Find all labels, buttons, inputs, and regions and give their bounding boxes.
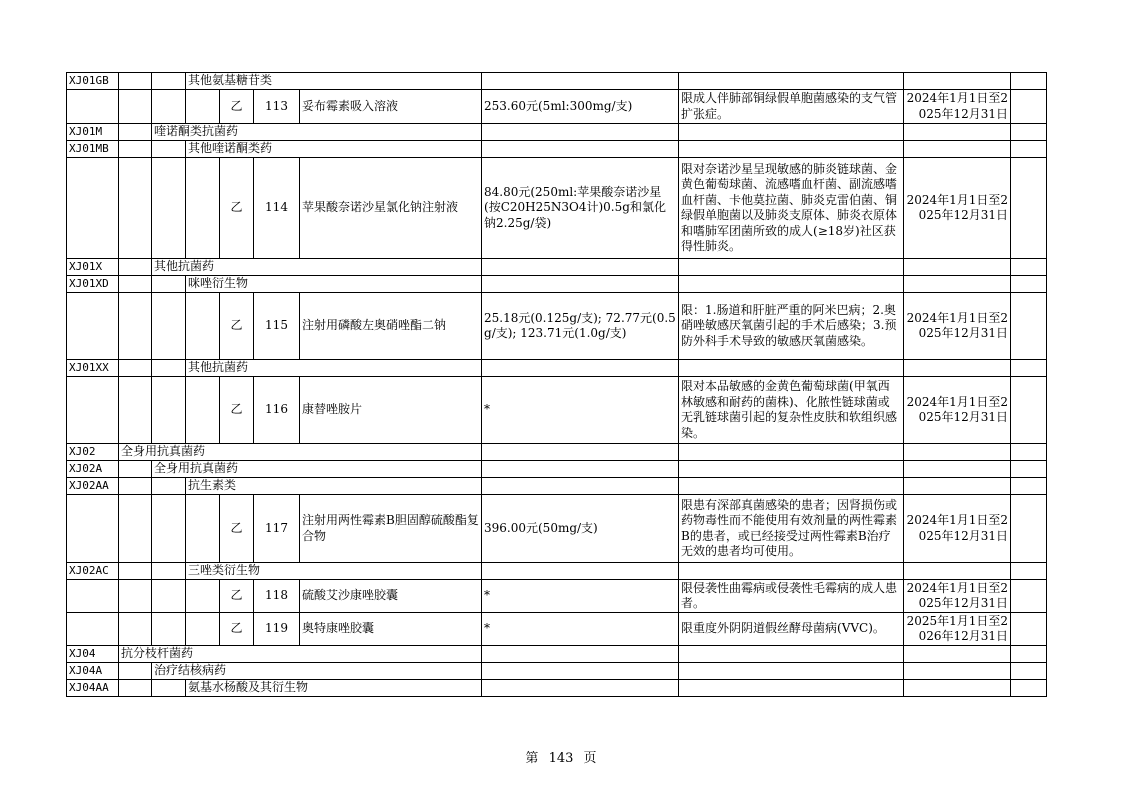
category-name: 三唑类衍生物 [186, 563, 482, 580]
price-cell [482, 478, 679, 495]
drug-class: 乙 [220, 90, 254, 124]
limit-cell [679, 124, 904, 141]
limit-cell [679, 360, 904, 377]
category-code: XJ01MB [67, 141, 119, 158]
category-name: 其他抗菌药 [186, 360, 482, 377]
empty-cell [152, 90, 186, 124]
category-row [67, 680, 1047, 697]
category-code: XJ01XD [67, 276, 119, 293]
empty-cell [119, 259, 152, 276]
category-row [67, 444, 1047, 461]
drug-row [67, 377, 1047, 444]
empty-cell [186, 158, 220, 259]
limit-cell [679, 478, 904, 495]
remark-cell [1011, 293, 1047, 360]
drug-period: 2024年1月1日至2025年12月31日 [904, 158, 1011, 259]
period-cell [904, 259, 1011, 276]
empty-cell [152, 293, 186, 360]
empty-cell [119, 580, 152, 613]
category-row [67, 478, 1047, 495]
category-name: 其他氨基糖苷类 [186, 73, 482, 90]
drug-number: 117 [254, 495, 300, 563]
remark-cell [1011, 377, 1047, 444]
empty-cell [119, 495, 152, 563]
drug-price: * [482, 580, 679, 613]
drug-row [67, 580, 1047, 613]
price-cell [482, 680, 679, 697]
drug-row [67, 613, 1047, 646]
price-cell [482, 141, 679, 158]
drug-name: 苹果酸奈诺沙星氯化钠注射液 [300, 158, 482, 259]
category-code: XJ04A [67, 663, 119, 680]
drug-number: 118 [254, 580, 300, 613]
remark-cell [1011, 259, 1047, 276]
price-cell [482, 360, 679, 377]
drug-period: 2024年1月1日至2025年12月31日 [904, 90, 1011, 124]
remark-cell [1011, 563, 1047, 580]
empty-cell [152, 377, 186, 444]
drug-number: 114 [254, 158, 300, 259]
category-code: XJ04AA [67, 680, 119, 697]
period-cell [904, 360, 1011, 377]
category-code: XJ02A [67, 461, 119, 478]
drug-table [66, 72, 1047, 697]
empty-cell [186, 495, 220, 563]
page-footer [0, 747, 1122, 766]
category-row [67, 563, 1047, 580]
empty-cell [152, 478, 186, 495]
drug-name: 注射用两性霉素B胆固醇硫酸酯复合物 [300, 495, 482, 563]
empty-cell [119, 90, 152, 124]
category-code: XJ01XX [67, 360, 119, 377]
category-row [67, 124, 1047, 141]
remark-cell [1011, 124, 1047, 141]
price-cell [482, 276, 679, 293]
limit-cell [679, 73, 904, 90]
remark-cell [1011, 680, 1047, 697]
remark-cell [1011, 360, 1047, 377]
remark-cell [1011, 495, 1047, 563]
drug-number: 119 [254, 613, 300, 646]
empty-cell [186, 377, 220, 444]
category-row [67, 276, 1047, 293]
limit-cell [679, 461, 904, 478]
empty-cell [119, 563, 152, 580]
drug-name: 注射用磷酸左奥硝唑酯二钠 [300, 293, 482, 360]
period-cell [904, 646, 1011, 663]
drug-limit: 限侵袭性曲霉病或侵袭性毛霉病的成人患者。 [679, 580, 904, 613]
empty-cell [152, 158, 186, 259]
category-row [67, 73, 1047, 90]
category-code [67, 580, 119, 613]
empty-cell [186, 293, 220, 360]
category-row [67, 646, 1047, 663]
limit-cell [679, 680, 904, 697]
empty-cell [152, 613, 186, 646]
drug-period: 2024年1月1日至2025年12月31日 [904, 580, 1011, 613]
price-cell [482, 124, 679, 141]
period-cell [904, 73, 1011, 90]
drug-limit: 限对本品敏感的金黄色葡萄球菌(甲氧西林敏感和耐药的菌株)、化脓性链球菌或无乳链球菌引起的复杂性皮肤和软组织感染。 [679, 377, 904, 444]
empty-cell [119, 680, 152, 697]
price-cell [482, 73, 679, 90]
drug-name: 妥布霉素吸入溶液 [300, 90, 482, 124]
limit-cell [679, 646, 904, 663]
category-name: 治疗结核病药 [152, 663, 482, 680]
limit-cell [679, 276, 904, 293]
empty-cell [119, 377, 152, 444]
drug-period: 2025年1月1日至2026年12月31日 [904, 613, 1011, 646]
limit-cell [679, 141, 904, 158]
remark-cell [1011, 276, 1047, 293]
price-cell [482, 461, 679, 478]
drug-limit: 限成人伴肺部铜绿假单胞菌感染的支气管扩张症。 [679, 90, 904, 124]
drug-row [67, 293, 1047, 360]
empty-cell [119, 360, 152, 377]
drug-name: 硫酸艾沙康唑胶囊 [300, 580, 482, 613]
empty-cell [152, 580, 186, 613]
empty-cell [152, 360, 186, 377]
drug-limit: 限对奈诺沙星呈现敏感的肺炎链球菌、金黄色葡萄球菌、流感嗜血杆菌、副流感嗜血杆菌、卡他莫拉菌、肺炎克雷伯菌、铜绿假单胞菌以及肺炎支原体、肺炎衣原体和嗜肺军团菌所致的成人(≥18岁)社区获得性肺炎。 [679, 158, 904, 259]
remark-cell [1011, 478, 1047, 495]
category-name: 抗生素类 [186, 478, 482, 495]
category-name: 氨基水杨酸及其衍生物 [186, 680, 482, 697]
category-row [67, 360, 1047, 377]
category-row [67, 461, 1047, 478]
empty-cell [152, 141, 186, 158]
remark-cell [1011, 461, 1047, 478]
category-code [67, 90, 119, 124]
empty-cell [119, 276, 152, 293]
category-name: 咪唑衍生物 [186, 276, 482, 293]
limit-cell [679, 444, 904, 461]
limit-cell [679, 663, 904, 680]
category-name: 全身用抗真菌药 [119, 444, 482, 461]
empty-cell [119, 613, 152, 646]
drug-name: 康替唑胺片 [300, 377, 482, 444]
period-cell [904, 444, 1011, 461]
period-cell [904, 680, 1011, 697]
footer-prefix: 第 [525, 751, 539, 766]
drug-row [67, 158, 1047, 259]
remark-cell [1011, 580, 1047, 613]
remark-cell [1011, 646, 1047, 663]
drug-limit: 限：1.肠道和肝脏严重的阿米巴病；2.奥硝唑敏感厌氧菌引起的手术后感染；3.预防外科手术导致的敏感厌氧菌感染。 [679, 293, 904, 360]
drug-class: 乙 [220, 158, 254, 259]
period-cell [904, 461, 1011, 478]
category-name: 其他喹诺酮类药 [186, 141, 482, 158]
drug-number: 115 [254, 293, 300, 360]
category-code [67, 613, 119, 646]
drug-class: 乙 [220, 495, 254, 563]
period-cell [904, 663, 1011, 680]
limit-cell [679, 563, 904, 580]
empty-cell [152, 680, 186, 697]
drug-class: 乙 [220, 293, 254, 360]
drug-limit: 限重度外阴阴道假丝酵母菌病(VVC)。 [679, 613, 904, 646]
remark-cell [1011, 663, 1047, 680]
category-code [67, 377, 119, 444]
empty-cell [119, 461, 152, 478]
category-row [67, 663, 1047, 680]
period-cell [904, 124, 1011, 141]
period-cell [904, 141, 1011, 158]
drug-name: 奥特康唑胶囊 [300, 613, 482, 646]
empty-cell [152, 495, 186, 563]
empty-cell [152, 563, 186, 580]
category-code: XJ02 [67, 444, 119, 461]
empty-cell [119, 158, 152, 259]
drug-number: 113 [254, 90, 300, 124]
drug-price: 253.60元(5ml:300mg/支) [482, 90, 679, 124]
drug-number: 116 [254, 377, 300, 444]
period-cell [904, 276, 1011, 293]
category-code: XJ01GB [67, 73, 119, 90]
drug-class: 乙 [220, 613, 254, 646]
price-cell [482, 646, 679, 663]
empty-cell [152, 73, 186, 90]
drug-period: 2024年1月1日至2025年12月31日 [904, 377, 1011, 444]
empty-cell [186, 613, 220, 646]
empty-cell [119, 141, 152, 158]
remark-cell [1011, 141, 1047, 158]
empty-cell [119, 663, 152, 680]
remark-cell [1011, 90, 1047, 124]
price-cell [482, 444, 679, 461]
footer-suffix: 页 [583, 751, 597, 766]
category-code [67, 495, 119, 563]
empty-cell [119, 293, 152, 360]
page-number: 143 [548, 751, 574, 766]
category-code [67, 293, 119, 360]
empty-cell [119, 73, 152, 90]
price-cell [482, 663, 679, 680]
drug-class: 乙 [220, 377, 254, 444]
drug-limit: 限患有深部真菌感染的患者；因肾损伤或药物毒性而不能使用有效剂量的两性霉素B的患者，或已经接受过两性霉素B治疗无效的患者均可使用。 [679, 495, 904, 563]
category-code [67, 158, 119, 259]
empty-cell [186, 90, 220, 124]
remark-cell [1011, 613, 1047, 646]
drug-price: * [482, 377, 679, 444]
drug-price: 25.18元(0.125g/支); 72.77元(0.5g/支); 123.71元(1.0g/支) [482, 293, 679, 360]
category-code: XJ01M [67, 124, 119, 141]
category-name: 其他抗菌药 [152, 259, 482, 276]
category-code: XJ02AA [67, 478, 119, 495]
price-cell [482, 259, 679, 276]
drug-row [67, 495, 1047, 563]
category-code: XJ01X [67, 259, 119, 276]
remark-cell [1011, 158, 1047, 259]
category-code: XJ02AC [67, 563, 119, 580]
drug-price: 84.80元(250ml:苹果酸奈诺沙星(按C20H25N3O4计)0.5g和氯化钠2.25g/袋) [482, 158, 679, 259]
remark-cell [1011, 444, 1047, 461]
category-name: 全身用抗真菌药 [152, 461, 482, 478]
empty-cell [152, 276, 186, 293]
empty-cell [119, 478, 152, 495]
drug-period: 2024年1月1日至2025年12月31日 [904, 293, 1011, 360]
category-row [67, 141, 1047, 158]
limit-cell [679, 259, 904, 276]
remark-cell [1011, 73, 1047, 90]
category-name: 喹诺酮类抗菌药 [152, 124, 482, 141]
drug-price: * [482, 613, 679, 646]
category-name: 抗分枝杆菌药 [119, 646, 482, 663]
price-cell [482, 563, 679, 580]
drug-period: 2024年1月1日至2025年12月31日 [904, 495, 1011, 563]
drug-price: 396.00元(50mg/支) [482, 495, 679, 563]
period-cell [904, 563, 1011, 580]
drug-class: 乙 [220, 580, 254, 613]
empty-cell [119, 124, 152, 141]
drug-row [67, 90, 1047, 124]
empty-cell [186, 580, 220, 613]
period-cell [904, 478, 1011, 495]
category-row [67, 259, 1047, 276]
category-code: XJ04 [67, 646, 119, 663]
